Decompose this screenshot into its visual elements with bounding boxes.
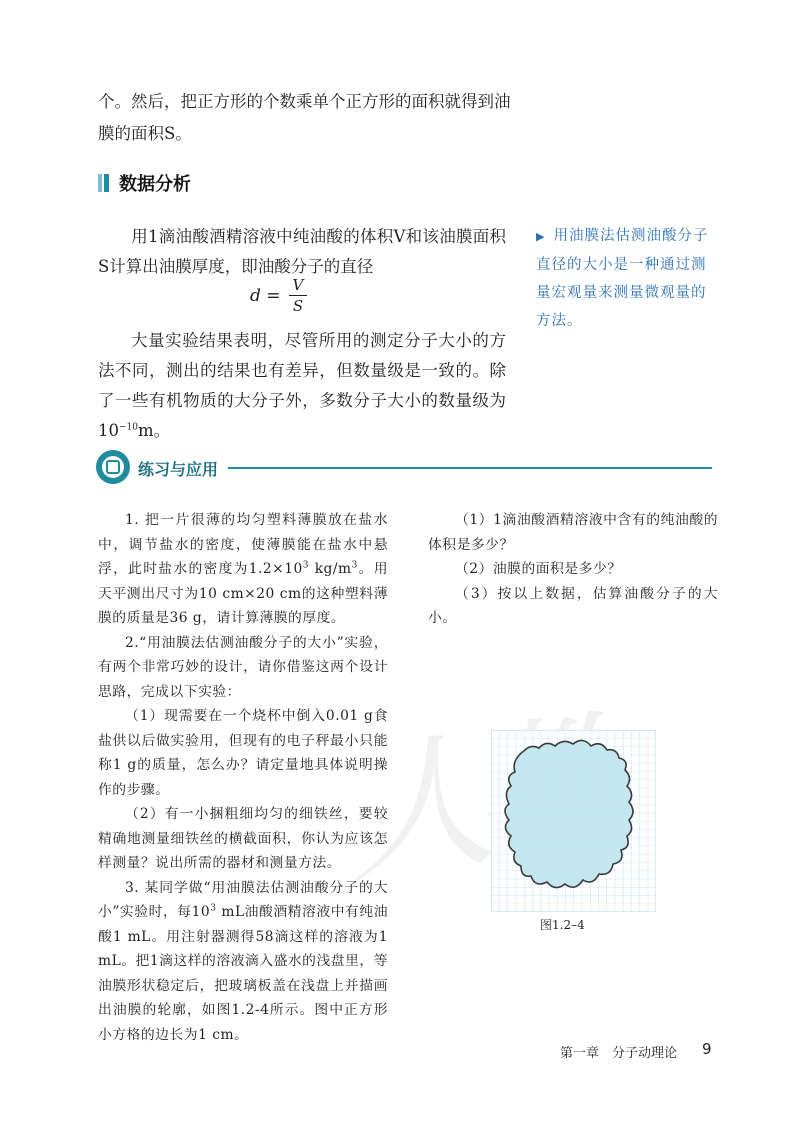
formula-numerator: V [289,276,308,296]
question-3-2: （2）油膜的面积是多少？ [455,561,622,577]
intro-line-1: 个。然后，把正方形的个数乘单个正方形的面积就得到油 [98,92,511,111]
analysis-paragraph-1: 用1滴油酸酒精溶液中纯油酸的体积V和该油膜面积S计算出油膜厚度，即油酸分子的直径 [98,227,506,276]
analysis-paragraph-2: 大量实验结果表明，尽管所用的测定分子大小的方法不同，测出的结果也有差异，但数量级是一致的。除了一些有机物质的大分子外，多数分子大小的数量级为$10^{-10}m$。 [98,331,506,440]
question-2-1: （1）现需要在一个烧杯中倒入0.01 g食盐供以后做实验用，但现有的电子秤最小只能称1 g的质量，怎么办？请定量地具体说明操作的步骤。 [98,708,388,798]
exercises-header [96,450,712,484]
exercises-title: 练习与应用 [138,460,219,479]
formula-fraction [289,276,308,315]
formula-denominator: S [292,297,304,315]
oil-film-figure [491,730,656,912]
section-bars-icon [98,174,109,192]
question-3-3: （3）按以上数据，估算油酸分子的大小。 [428,585,718,626]
section-title: 数据分析 [119,174,191,195]
question-3: 3. 某同学做“用油膜法估测油酸分子的大小”实验时，每$10^3$ mL油酸酒精溶液中有纯油酸1 mL。用注射器测得58滴这样的溶液为1 mL。把1滴这样的溶液滴入盛水的浅盘里，等油膜形状稳定后，把玻璃板盖在浅盘上并描画出油膜的轮廓，如图1.2-4所示。图中正方形小方格的边长为1 cm。 [98,879,389,1043]
intro-paragraph [98,86,538,150]
intro-line-2: 膜的面积S。 [98,124,192,143]
triangle-marker-icon: ▶ [536,230,546,243]
question-1: 1. 把一片很薄的均匀塑料薄膜放在盐水中，调节盐水的密度，使薄膜能在盐水中悬浮，此时盐水的密度为$1.2\times 10^3$ $kg/m^3$。用天平测出尺寸为10 cm×20 cm的这种塑料薄膜的质量是36 g，请计算薄膜的厚度。 [98,512,389,626]
exercise-badge-icon [96,450,130,484]
exercises-right-column [428,508,718,631]
question-3-1: （1）1滴油酸酒精溶液中含有的纯油酸的体积是多少？ [428,512,718,553]
formula-lhs: d = [250,285,281,306]
side-note-text: 用油膜法估测油酸分子直径的大小是一种通过测量宏观量来测量微观量的方法。 [536,228,709,329]
page-number: 9 [702,1040,712,1058]
publisher-watermark: 人教 [331,697,613,907]
header-rule [228,467,712,469]
side-note [536,222,718,335]
figure-caption: 图1.2–4 [540,918,585,932]
question-2: 2.“用油膜法估测油酸分子的大小”实验，有两个非常巧妙的设计，请你借鉴这两个设计思路，完成以下实验： [98,634,388,700]
chapter-footer: 第一章 分子动理论 [560,1046,678,1061]
exercises-left-column [98,508,388,1047]
oil-film-grid-image [491,730,656,912]
diameter-formula [250,276,307,315]
section-heading [98,170,191,196]
question-2-2: （2）有一小捆粗细均匀的细铁丝，要较精确地测量细铁丝的横截面积，你认为应该怎样测量？说出所需的器材和测量方法。 [98,806,388,871]
exponent: −10 [119,422,138,433]
